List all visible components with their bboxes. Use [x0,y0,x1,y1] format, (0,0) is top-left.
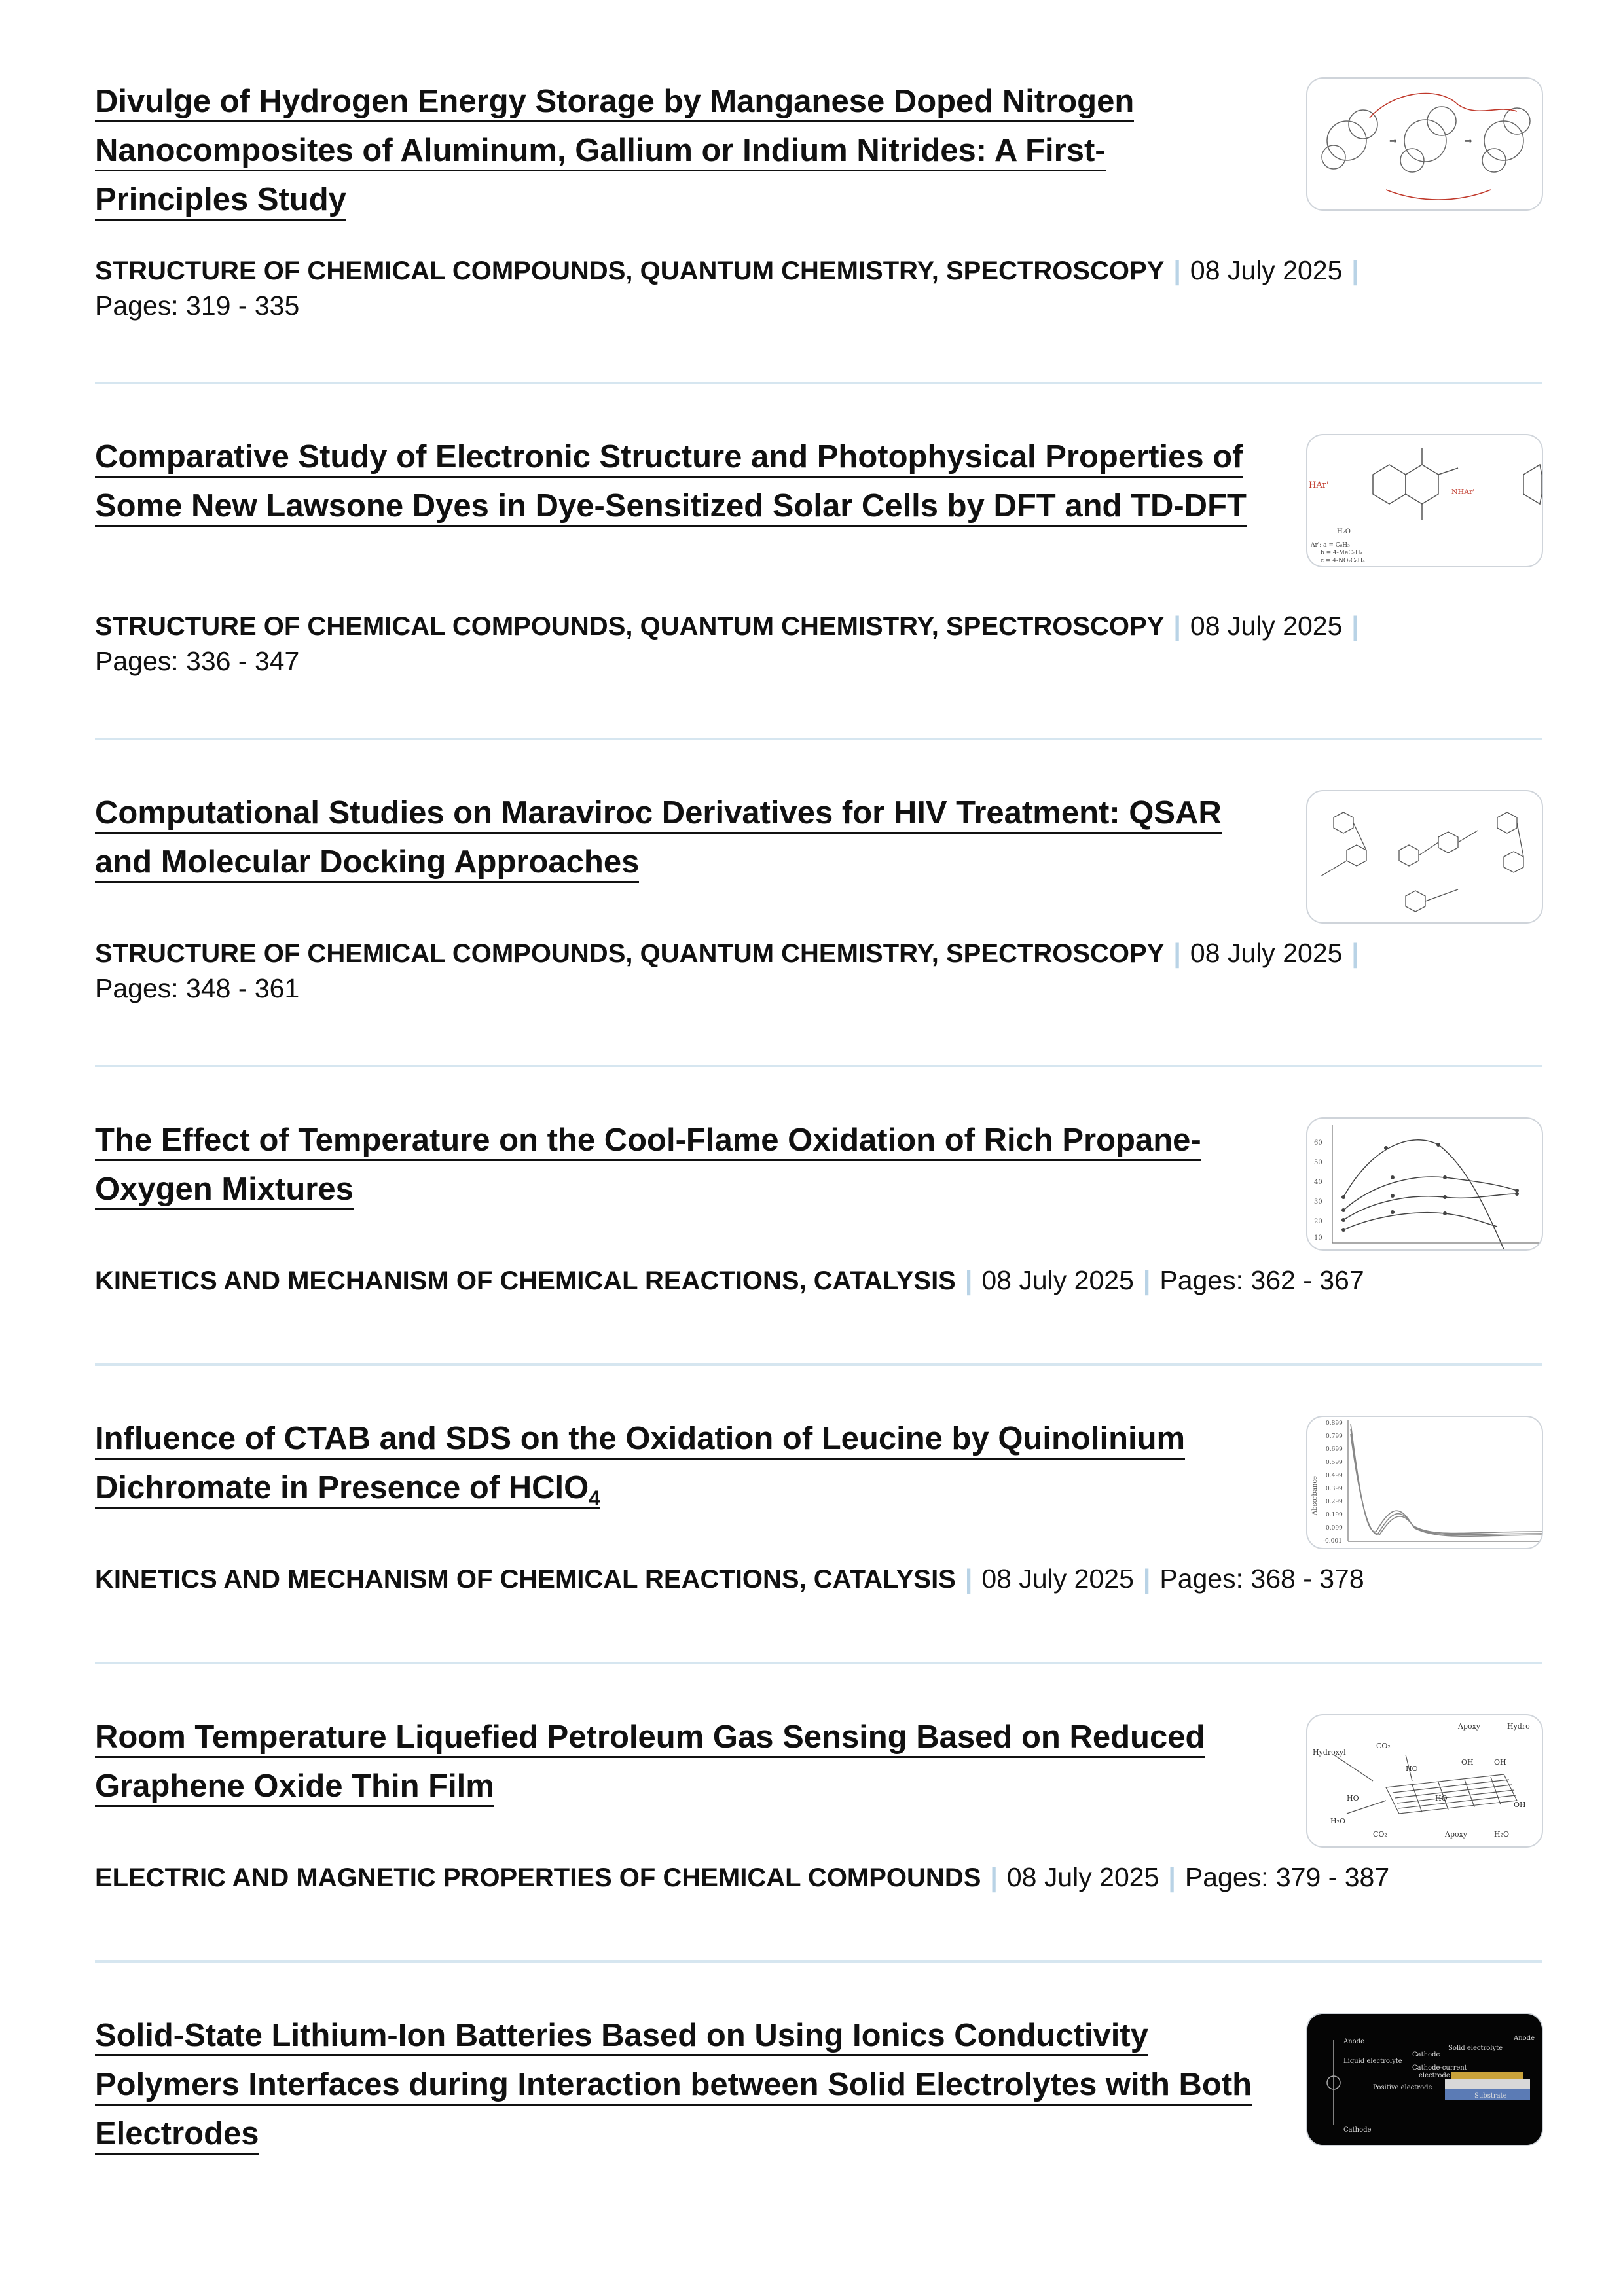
article-title [95,789,1254,887]
svg-text:⇒: ⇒ [1389,136,1397,147]
article-divider [95,1363,1542,1366]
article-divider [95,1662,1542,1664]
svg-text:0.699: 0.699 [1326,1446,1343,1453]
svg-text:Anode: Anode [1343,2038,1365,2045]
article-title [95,1713,1254,1811]
article-date: 08 July 2025 [981,1564,1134,1594]
article-title-link[interactable]: Room Temperature Liquefied Petroleum Gas Sensing Based on Reduced Graphene Oxide Thin Film [95,1719,1205,1807]
article-title [95,1116,1254,1214]
svg-text:Hydro: Hydro [1507,1722,1530,1731]
article-title-link[interactable]: Computational Studies on Maraviroc Derivatives for HIV Treatment: QSAR and Molecular Docking Approaches [95,795,1222,883]
svg-text:OH: OH [1514,1801,1526,1809]
svg-text:0.299: 0.299 [1326,1499,1343,1505]
article-title-link[interactable] [95,1421,1185,1509]
meta-separator: | [1173,611,1181,641]
svg-text:NHAr': NHAr' [1451,488,1475,496]
svg-text:Liquid electrolyte: Liquid electrolyte [1343,2058,1402,2065]
article-date: 08 July 2025 [1190,255,1343,285]
article-pages: Pages: 336 - 347 [95,646,300,676]
svg-text:Absorbance: Absorbance [1311,1476,1319,1515]
absorbance-spectrum-image [1307,1417,1542,1548]
svg-text:Hydroxyl: Hydroxyl [1313,1748,1346,1757]
meta-separator: | [1173,938,1181,968]
article-category[interactable]: STRUCTURE OF CHEMICAL COMPOUNDS, QUANTUM CHEMISTRY, SPECTROSCOPY [95,612,1165,641]
svg-text:H₂O: H₂O [1330,1817,1346,1825]
article-date: 08 July 2025 [1190,611,1343,641]
battery-diagram-image [1307,2014,1542,2145]
svg-text:Solid electrolyte: Solid electrolyte [1448,2045,1503,2052]
meta-separator: | [1351,938,1359,968]
meta-separator: | [1168,1862,1176,1892]
molecule-structure-image [1307,79,1542,209]
svg-text:Ar': a = C₆H₅: Ar': a = C₆H₅ [1311,542,1350,548]
svg-text:H₂O: H₂O [1337,528,1351,535]
article-thumbnail[interactable] [1306,790,1543,924]
article-title-link[interactable]: The Effect of Temperature on the Cool-Flame Oxidation of Rich Propane-Oxygen Mixtures [95,1122,1201,1210]
article-divider [95,382,1542,384]
article-meta [95,253,1368,289]
temperature-plot-image [1307,1119,1542,1249]
svg-text:-0.001: -0.001 [1323,1538,1342,1545]
meta-separator: | [1351,611,1359,641]
article-date: 08 July 2025 [1006,1862,1159,1892]
svg-text:10: 10 [1314,1234,1322,1242]
article-meta [95,1263,1364,1299]
svg-text:CO₂: CO₂ [1376,1742,1391,1750]
meta-separator: | [964,1265,973,1295]
article-title [95,433,1254,531]
article-category[interactable]: STRUCTURE OF CHEMICAL COMPOUNDS, QUANTUM CHEMISTRY, SPECTROSCOPY [95,939,1165,968]
article-category[interactable]: STRUCTURE OF CHEMICAL COMPOUNDS, QUANTUM CHEMISTRY, SPECTROSCOPY [95,257,1165,285]
article-title [95,1414,1254,1513]
svg-text:HAr': HAr' [1309,480,1329,490]
svg-text:Positive electrode: Positive electrode [1373,2084,1432,2091]
article-meta [95,608,1368,644]
article-thumbnail[interactable] [1306,434,1543,567]
article-thumbnail[interactable] [1306,77,1543,211]
article-divider [95,1960,1542,1963]
meta-separator: | [964,1564,973,1594]
svg-text:0.399: 0.399 [1326,1486,1343,1492]
svg-text:Cathode: Cathode [1412,2051,1440,2058]
svg-text:0.099: 0.099 [1326,1525,1343,1532]
svg-text:Apoxy: Apoxy [1458,1722,1481,1731]
article-divider [95,738,1542,740]
svg-text:20: 20 [1314,1218,1322,1225]
article-thumbnail[interactable] [1306,1714,1543,1848]
article-date: 08 July 2025 [1190,938,1343,968]
maraviroc-derivatives-image [1307,791,1542,922]
svg-text:HO: HO [1435,1794,1448,1803]
svg-text:HO: HO [1406,1765,1418,1773]
article-pages: Pages: 362 - 367 [1159,1265,1364,1295]
article-category[interactable]: KINETICS AND MECHANISM OF CHEMICAL REACTIONS, CATALYSIS [95,1565,956,1594]
svg-text:0.499: 0.499 [1326,1473,1343,1479]
article-thumbnail[interactable] [1306,1117,1543,1251]
article-pages: Pages: 379 - 387 [1184,1862,1390,1892]
article-title-link[interactable]: Comparative Study of Electronic Structure and Photophysical Properties of Some New Lawsone Dyes in Dye-Sensitized Solar Cells by DFT and TD-DFT [95,439,1247,527]
svg-text:c = 4-NO₂C₆H₄: c = 4-NO₂C₆H₄ [1321,558,1365,564]
svg-text:Cathode-current: Cathode-current [1412,2064,1467,2072]
svg-text:Apoxy: Apoxy [1445,1830,1468,1839]
meta-separator: | [1351,255,1359,285]
article-title [95,77,1254,224]
svg-text:60: 60 [1314,1139,1322,1147]
article-thumbnail[interactable] [1306,1416,1543,1549]
article-title-link[interactable]: Solid-State Lithium-Ion Batteries Based on Using Ionics Conductivity Polymers Interfaces during Interaction between Solid Electrolytes with Both Electrodes [95,2018,1252,2155]
svg-text:40: 40 [1314,1179,1322,1186]
article-thumbnail[interactable] [1306,2013,1543,2146]
svg-text:CO₂: CO₂ [1373,1830,1387,1839]
svg-text:b = 4-MeC₆H₄: b = 4-MeC₆H₄ [1321,550,1363,556]
svg-text:Cathode: Cathode [1343,2126,1372,2134]
svg-text:Anode: Anode [1514,2035,1535,2042]
svg-text:0.799: 0.799 [1326,1433,1343,1440]
article-pages: Pages: 319 - 335 [95,291,300,321]
meta-separator: | [1142,1265,1151,1295]
svg-text:0.899: 0.899 [1326,1420,1343,1427]
svg-text:0.199: 0.199 [1326,1512,1343,1518]
dye-structure-image [1307,435,1542,566]
meta-separator: | [990,1862,998,1892]
svg-text:0.599: 0.599 [1326,1460,1343,1466]
article-meta [95,935,1368,971]
graphene-oxide-structure-image [1307,1715,1542,1846]
article-category[interactable]: ELECTRIC AND MAGNETIC PROPERTIES OF CHEMICAL COMPOUNDS [95,1863,981,1892]
svg-text:Substrate: Substrate [1474,2092,1507,2100]
article-title [95,2011,1254,2159]
article-pages: Pages: 348 - 361 [95,973,300,1003]
svg-text:⇒: ⇒ [1465,136,1472,147]
article-category[interactable]: KINETICS AND MECHANISM OF CHEMICAL REACTIONS, CATALYSIS [95,1266,956,1295]
article-divider [95,1065,1542,1067]
svg-text:HO: HO [1347,1794,1359,1803]
meta-separator: | [1173,255,1181,285]
meta-separator: | [1142,1564,1151,1594]
svg-text:H₂O: H₂O [1494,1830,1510,1839]
article-meta [95,1561,1364,1597]
svg-text:electrode: electrode [1419,2072,1450,2079]
svg-text:30: 30 [1314,1198,1322,1206]
title-subscript: 4 [589,1486,601,1510]
article-meta [95,1859,1389,1895]
svg-text:50: 50 [1314,1159,1322,1166]
article-pages: Pages: 368 - 378 [1159,1564,1364,1594]
svg-text:OH: OH [1494,1758,1506,1767]
svg-text:OH: OH [1461,1758,1474,1767]
title-main: Influence of CTAB and SDS on the Oxidation of Leucine by Quinolinium Dichromate in Presence of HClO [95,1421,1186,1505]
article-date: 08 July 2025 [981,1265,1134,1295]
article-title-link[interactable]: Divulge of Hydrogen Energy Storage by Manganese Doped Nitrogen Nanocomposites of Aluminum, Gallium or Indium Nitrides: A First-Principles Study [95,84,1134,221]
